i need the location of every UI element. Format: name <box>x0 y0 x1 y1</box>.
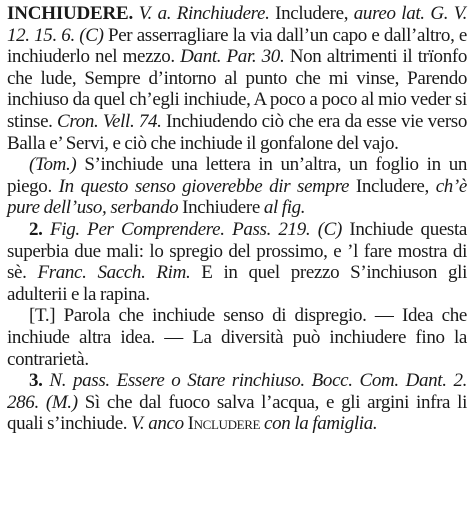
citation: Franc. Sacch. Rim. <box>37 262 191 284</box>
quote-text: Inchiude questa superbia due mali: lo spregio del prossimo, e ’l fare mostra di sè. <box>7 218 467 284</box>
cross-reference: con la famiglia. <box>260 413 378 435</box>
term: Includere, <box>349 175 436 197</box>
quote-text: Inchiudendo ciò che era da esse vie verso Balla e’ Servi, e ciò che inchiude il gonfalone del vajo. <box>7 110 468 154</box>
example-text: Parola che inchiude senso di dispregio. — Idea che inchiude altra idea. — La diversità può inchiudere fino la contrarietà. <box>7 305 467 370</box>
source-tag: [T.] <box>29 305 56 327</box>
cross-reference: V. anco <box>131 413 184 435</box>
source-tag: (Tom.) <box>29 154 77 176</box>
quote-text: Per asserragliare la via dall’un capo e dall’altro, e inchiuderlo nel mezzo. <box>7 24 467 68</box>
definition-text: Includere, <box>269 3 354 24</box>
headword: INCHIUDERE. <box>7 3 134 24</box>
paragraph-sense-3 <box>7 370 467 435</box>
example-text: S’inchiude una lettera in un’altra, un foglio in un piego. <box>7 154 467 197</box>
paragraph-t-note <box>7 305 467 370</box>
quote-text: E in quel prezzo S’inchiuson gli adulterii e la rapina. <box>7 262 467 305</box>
note-text: ch’è pure dell’uso, serbando <box>7 175 467 219</box>
sense-number: 2. <box>29 218 43 240</box>
quote-text: Non altrimenti il trïonfo che lude, Sempre d’intorno al punto che mi vinse, Parendo inchiuso da quel ch’egli inchiude, A poco a poco al mio veder si stinse. <box>7 46 467 132</box>
paragraph-definition <box>7 3 467 154</box>
sense-label: Fig. Per Comprendere. Pass. 219. (C) <box>42 218 342 240</box>
citation: aureo lat. G. V. 12. 15. 6. (C) <box>7 3 467 46</box>
term: Inchiudere <box>178 197 264 219</box>
paragraph-tom <box>7 154 467 219</box>
note-text: al fig. <box>263 197 306 219</box>
citation: Dant. Par. 30. <box>180 46 285 68</box>
note-text: In questo senso gioverebbe dir sempre <box>58 175 350 197</box>
quote-text: Sì che dal fuoco salva l’acqua, e gli argini infra li quali s’inchiude. <box>7 391 467 435</box>
sense-label: N. pass. Essere o Stare rinchiuso. Bocc. Com. Dant. 2. 286. (M.) <box>7 370 467 413</box>
sense-number: 3. <box>29 370 43 392</box>
citation: Cron. Vell. 74. <box>57 110 162 132</box>
grammar-note: V. a. Rinchiudere. <box>133 3 270 24</box>
cross-reference-term: Includere <box>183 413 261 435</box>
paragraph-sense-2 <box>7 219 467 305</box>
